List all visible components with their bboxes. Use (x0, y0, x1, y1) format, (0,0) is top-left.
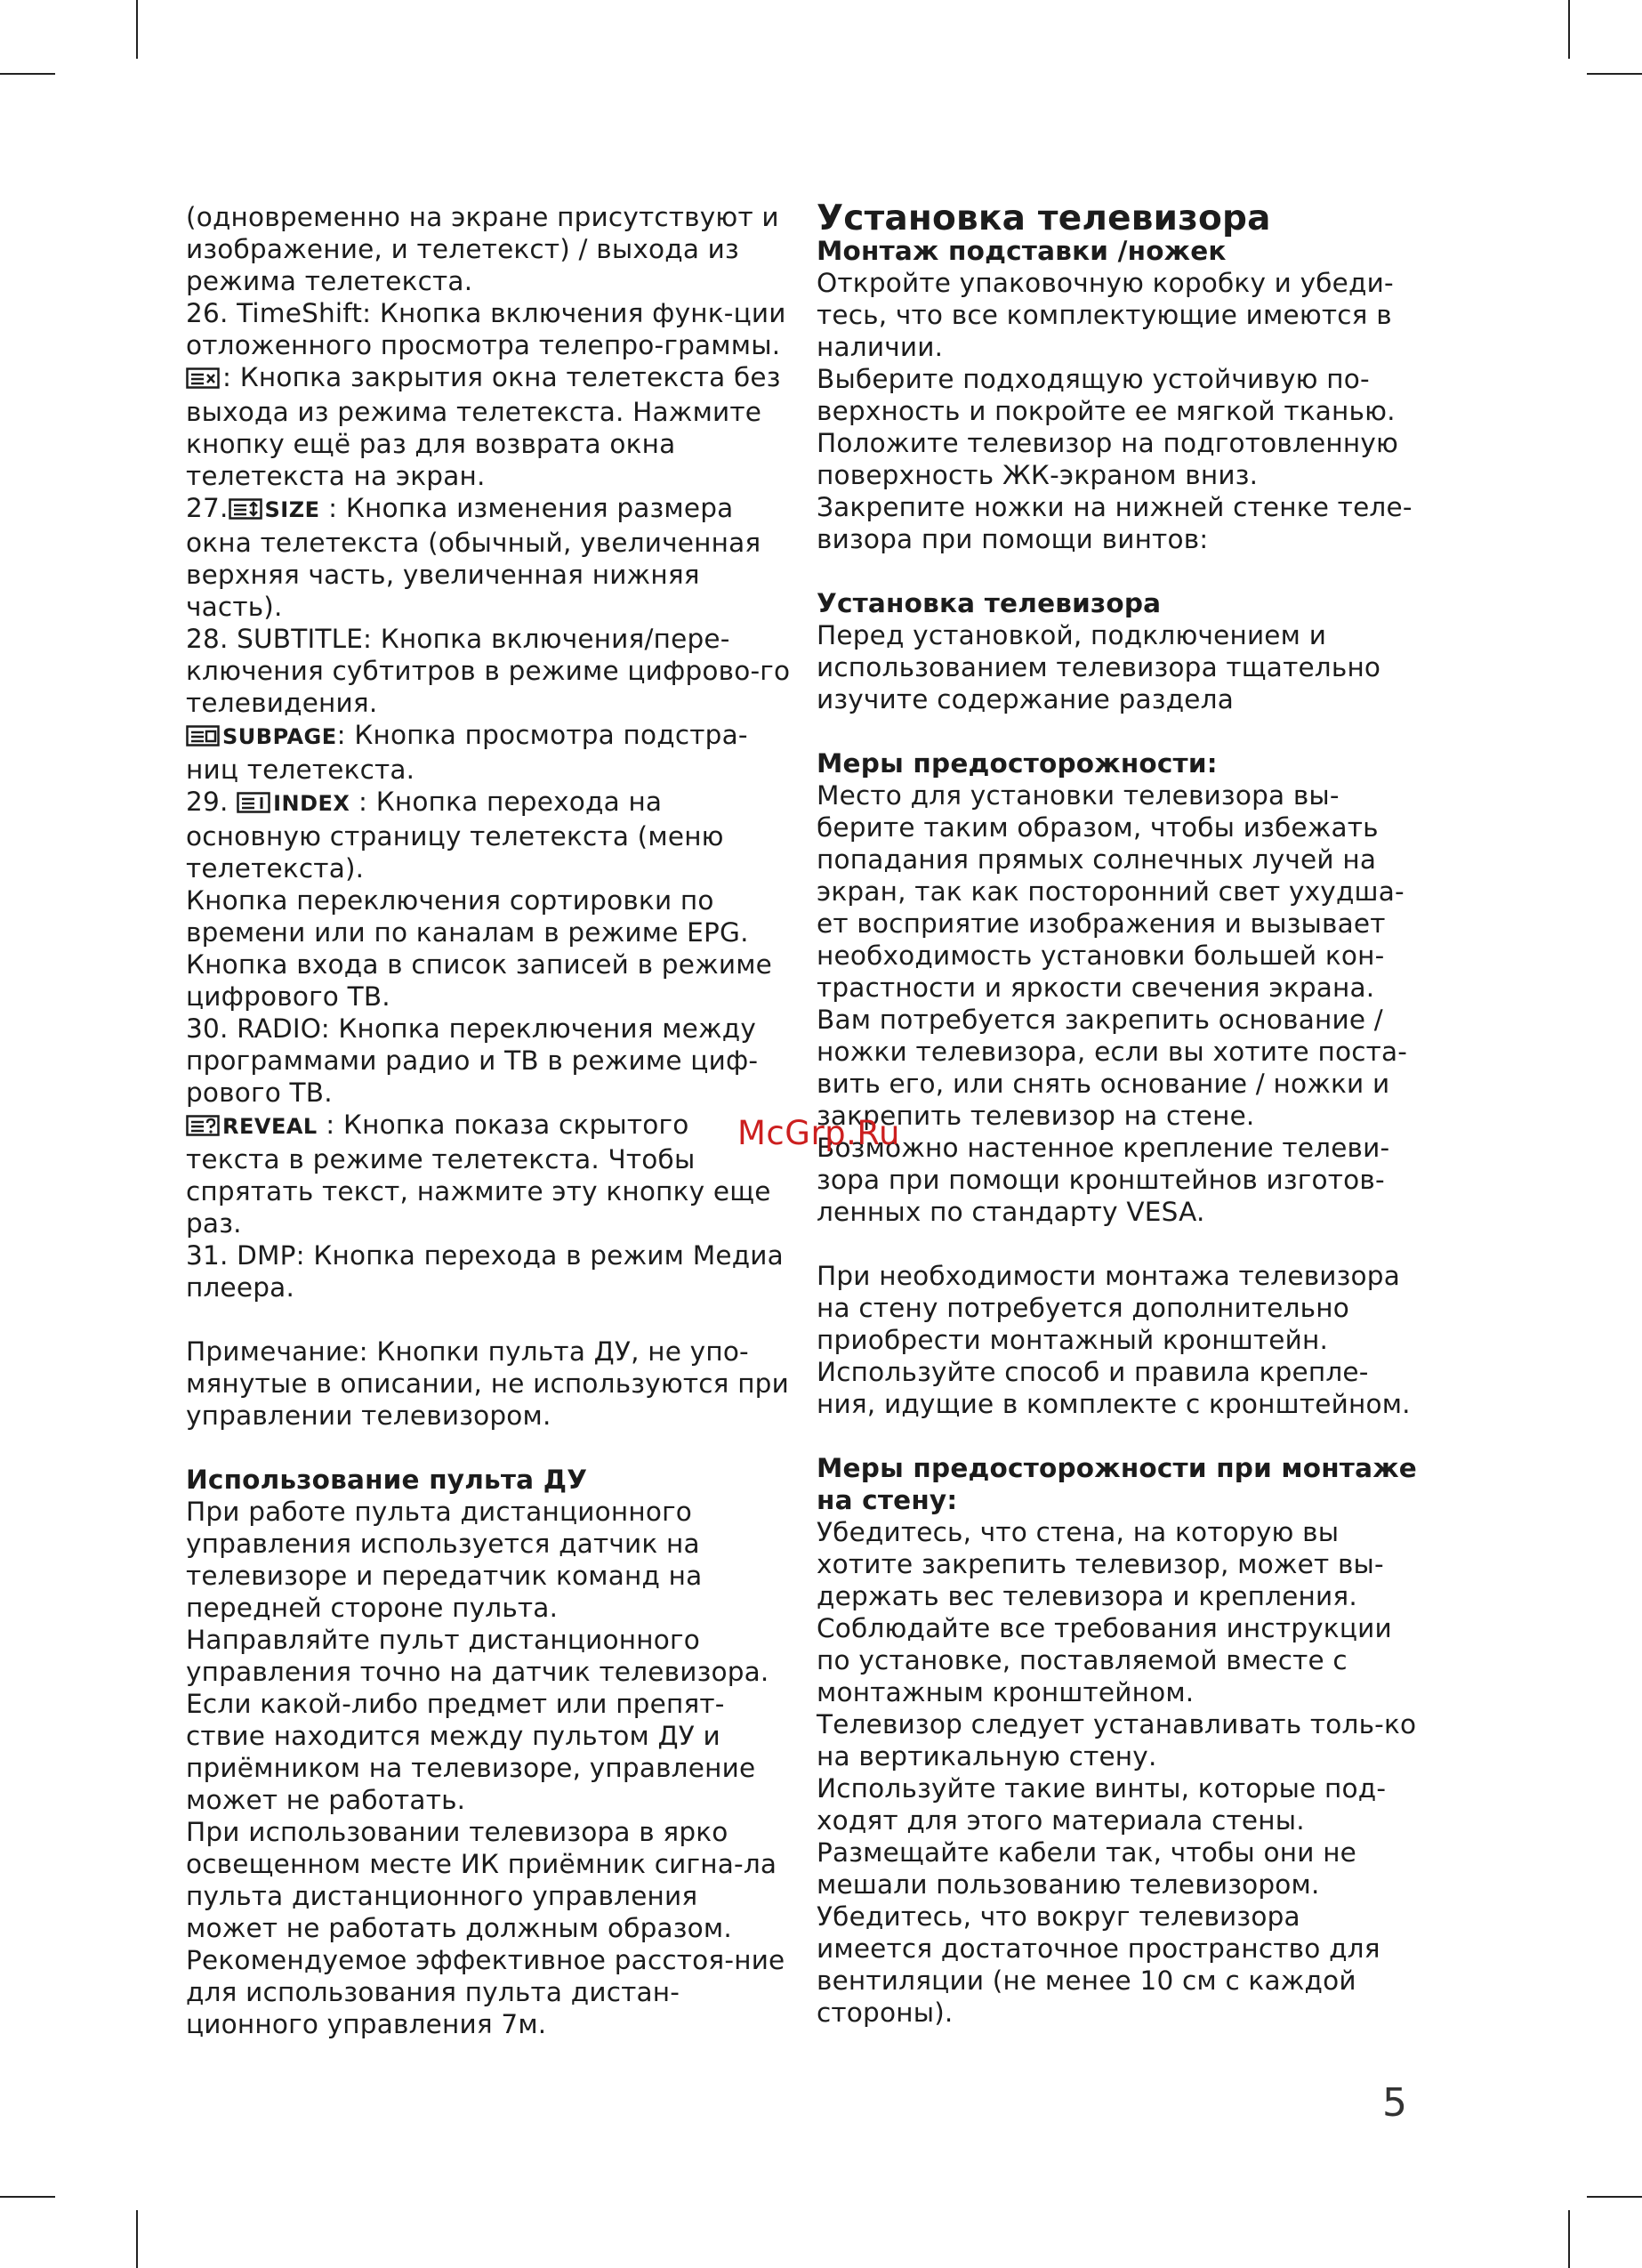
crop-mark (0, 73, 55, 75)
wall-heading: Меры предосторожности при монтаже на стену: (817, 1453, 1417, 1515)
size-key-label: SIZE (264, 497, 320, 522)
precautions-paragraph-3: Возможно настенное крепление телеви-зора при помощи кронштейнов изготов-ленных по стандарту VESA. (817, 1133, 1390, 1227)
item-27-text: : Кнопка изменения размера окна телетекста (обычный, увеличенная верхняя часть, увеличенная нижняя часть). (186, 493, 761, 622)
left-column (186, 201, 791, 2040)
right-column (817, 198, 1421, 2029)
stand-paragraph-2: Выберите подходящую устойчивую по-верхность и покройте ее мягкой тканью. (817, 364, 1396, 426)
crop-mark (1587, 73, 1642, 75)
stand-paragraph-3: Положите телевизор на подготовленную поверхность ЖК-экраном вниз. (817, 428, 1399, 490)
teletext-size-icon (229, 495, 262, 527)
crop-mark (136, 2210, 138, 2268)
watermark: McGrp.Ru (737, 1114, 900, 1152)
item-28: 28. SUBTITLE: Кнопка включения/пере-ключения субтитров в режиме цифрово-го телевидения. (186, 624, 791, 718)
precautions-heading: Меры предосторожности: (817, 748, 1218, 779)
item-27 (186, 492, 791, 623)
precautions-paragraph-2: Вам потребуется закрепить основание / ножки телевизора, если вы хотите поста-вить его, или снять основание / ножки и закрепить телевизор на стене. (817, 1005, 1408, 1131)
subpage-key-label: SUBPAGE (222, 724, 337, 749)
reveal-key-label: REVEAL (222, 1114, 318, 1139)
crop-mark (1587, 2196, 1642, 2198)
wall-paragraph-1: При необходимости монтажа телевизора на стену потребуется дополнительно приобрести монтажный кронштейн. (817, 1261, 1400, 1355)
item-30: 30. RADIO: Кнопка переключения между программами радио и ТВ в режиме циф-рового ТВ. (186, 1013, 759, 1108)
item-cancel (186, 361, 791, 492)
item-29 (186, 786, 791, 884)
crop-mark (136, 0, 138, 59)
item-27-number: 27. (186, 493, 229, 523)
remote-paragraph-2: Направляйте пульт дистанционного управления точно на датчик телевизора. (186, 1625, 769, 1687)
crop-mark (1568, 0, 1570, 59)
wall-paragraph-5: Телевизор следует устанавливать толь-ко на вертикальную стену. (817, 1709, 1417, 1772)
item-31: 31. DMP: Кнопка перехода в режим Медиа плеера. (186, 1240, 784, 1303)
precautions-paragraph-1: Место для установки телевизора вы-берите таким образом, чтобы избежать попадания прямых солнечных лучей на экран, так как посторонний свет ухудша-ет восприятие изображения и вызывает необходимость установки большей кон-трастности и яркости свечения экрана. (817, 780, 1405, 1003)
wall-paragraph-4: Соблюдайте все требования инструкции по установке, поставляемой вместе с монтажным кронштейном. (817, 1613, 1392, 1707)
wall-paragraph-7: Размещайте кабели так, чтобы они не мешали пользованию телевизором. (817, 1837, 1357, 1900)
item-29-records: Кнопка входа в список записей в режиме цифрового ТВ. (186, 949, 773, 1012)
remote-heading: Использование пульта ДУ (186, 1465, 588, 1495)
item-subpage (186, 719, 791, 786)
teletext-reveal-icon (186, 1111, 220, 1143)
item-29-epg: Кнопка переключения сортировки по времени или по каналам в режиме EPG. (186, 885, 749, 948)
remote-paragraph-5: Рекомендуемое эффективное расстоя-ние для использования пульта дистан-ционного управления 7м. (186, 1945, 785, 2039)
teletext-cancel-icon (186, 364, 220, 396)
install-paragraph-1: Перед установкой, подключением и использованием телевизора тщательно изучите содержание раздела (817, 620, 1381, 714)
wall-paragraph-8: Убедитесь, что вокруг телевизора имеется достаточное пространство для вентиляции (не менее 10 см с каждой стороны). (817, 1901, 1380, 2028)
wall-paragraph-3: Убедитесь, что стена, на которую вы хотите закрепить телевизор, может вы-держать вес телевизора и крепления. (817, 1517, 1384, 1611)
item-29-text: : Кнопка перехода на основную страницу телетекста (меню телетекста). (186, 787, 724, 884)
remote-paragraph-4: При использовании телевизора в ярко освещенном месте ИК приёмник сигна-ла пульта дистанционного управления может не работать должным образом. (186, 1817, 777, 1943)
page-number: 5 (1382, 2080, 1407, 2126)
teletext-subpage-icon (186, 722, 220, 754)
page-title: Установка телевизора (817, 198, 1271, 238)
wall-paragraph-2: Используйте способ и правила крепле-ния, идущие в комплекте с кронштейном. (817, 1357, 1411, 1419)
crop-mark (0, 2196, 55, 2198)
crop-mark (1568, 2210, 1570, 2268)
item-reveal (186, 1109, 791, 1239)
remote-paragraph-3: Если какой-либо предмет или препят-ствие находится между пультом ДУ и приёмником на телевизоре, управление может не работать. (186, 1689, 756, 1815)
stand-paragraph-1: Откройте упаковочную коробку и убеди-тесь, что все комплектующие имеются в наличии. (817, 268, 1394, 362)
install-heading: Установка телевизора (817, 588, 1162, 618)
index-key-label: INDEX (273, 791, 350, 816)
intro-text: (одновременно на экране присутствуют и изображение, и телетекст) / выхода из режима телетекста. (186, 202, 779, 296)
stand-heading: Монтаж подставки /ножек (817, 236, 1227, 266)
item-26: 26. TimeShift: Кнопка включения функ-ции отложенного просмотра телепро-граммы. (186, 298, 786, 360)
cancel-text: : Кнопка закрытия окна телетекста без выхода из режима телетекста. Нажмите кнопку ещё раз для возврата окна телетекста на экран. (186, 362, 781, 491)
item-29-number: 29. (186, 787, 237, 817)
wall-paragraph-6: Используйте такие винты, которые под-ходят для этого материала стены. (817, 1773, 1387, 1836)
reveal-text: : Кнопка показа скрытого текста в режиме телетекста. Чтобы спрятать текст, нажмите эту кнопку еще раз. (186, 1110, 771, 1239)
remote-paragraph-1: При работе пульта дистанционного управления используется датчик на телевизоре и передатчик команд на передней стороне пульта. (186, 1497, 703, 1623)
subpage-text: : Кнопка просмотра подстра-ниц телетекста. (186, 720, 748, 785)
stand-paragraph-4: Закрепите ножки на нижней стенке теле-визора при помощи винтов: (817, 492, 1413, 554)
note-text: Примечание: Кнопки пульта ДУ, не упо-мянутые в описании, не используются при управлении телевизором. (186, 1336, 789, 1431)
teletext-index-icon (237, 788, 270, 820)
